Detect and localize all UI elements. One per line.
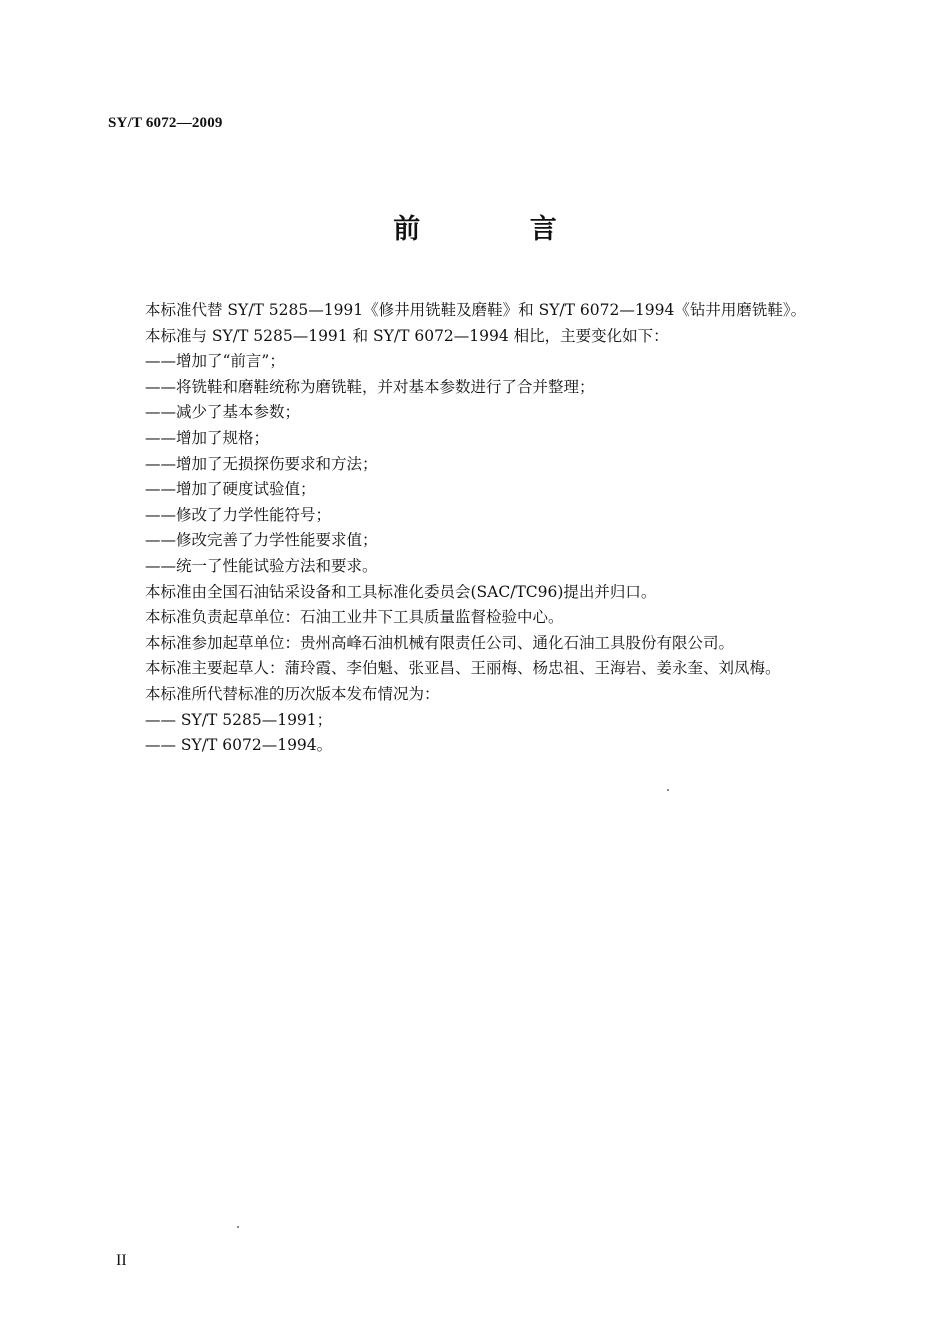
standard-code: SY/T 6072—2009 [108, 115, 223, 131]
page-title: 前 言 [393, 214, 607, 245]
list-item: —— SY/T 6072—1994。 [145, 736, 333, 755]
paragraph-participating-drafters: 本标准参加起草单位：贵州高峰石油机械有限责任公司、通化石油工具股份有限公司。 [145, 633, 735, 652]
paragraph-replaces: 本标准代替 SY/T 5285—1991《修井用铣鞋及磨鞋》和 SY/T 6072—1994《钻井用磨铣鞋》。 [145, 301, 807, 319]
paragraph-history-intro: 本标准所代替标准的历次版本发布情况为： [145, 684, 440, 703]
list-item: ——将铣鞋和磨鞋统称为磨铣鞋，并对基本参数进行了合并整理； [145, 377, 595, 396]
list-item: ——增加了“前言”； [145, 352, 285, 371]
scan-speck [667, 789, 669, 791]
paragraph-main-drafters: 本标准主要起草人：蒲玲霞、李伯魁、张亚昌、王丽梅、杨忠祖、王海岩、姜永奎、刘凤梅。 [145, 659, 781, 678]
list-item: ——修改了力学性能符号； [145, 505, 332, 524]
paragraph-changes-intro: 本标准与 SY/T 5285—1991 和 SY/T 6072—1994 相比，主要变化如下： [145, 326, 669, 345]
list-item: ——修改完善了力学性能要求值； [145, 531, 378, 550]
paragraph-proposed-by: 本标准由全国石油钻采设备和工具标准化委员会(SAC/TC96)提出并归口。 [145, 582, 657, 601]
page-number: II [116, 1252, 127, 1269]
list-item: ——增加了硬度试验值； [145, 480, 316, 499]
list-item: ——减少了基本参数； [145, 403, 301, 422]
list-item: ——增加了无损探伤要求和方法； [145, 454, 378, 473]
scan-speck [237, 1226, 239, 1228]
list-item: ——增加了规格； [145, 428, 270, 447]
list-item: ——统一了性能试验方法和要求。 [145, 556, 378, 575]
body-text [145, 298, 845, 759]
paragraph-responsible-drafter: 本标准负责起草单位：石油工业井下工具质量监督检验中心。 [145, 608, 564, 627]
list-item: —— SY/T 5285—1991； [145, 710, 333, 729]
